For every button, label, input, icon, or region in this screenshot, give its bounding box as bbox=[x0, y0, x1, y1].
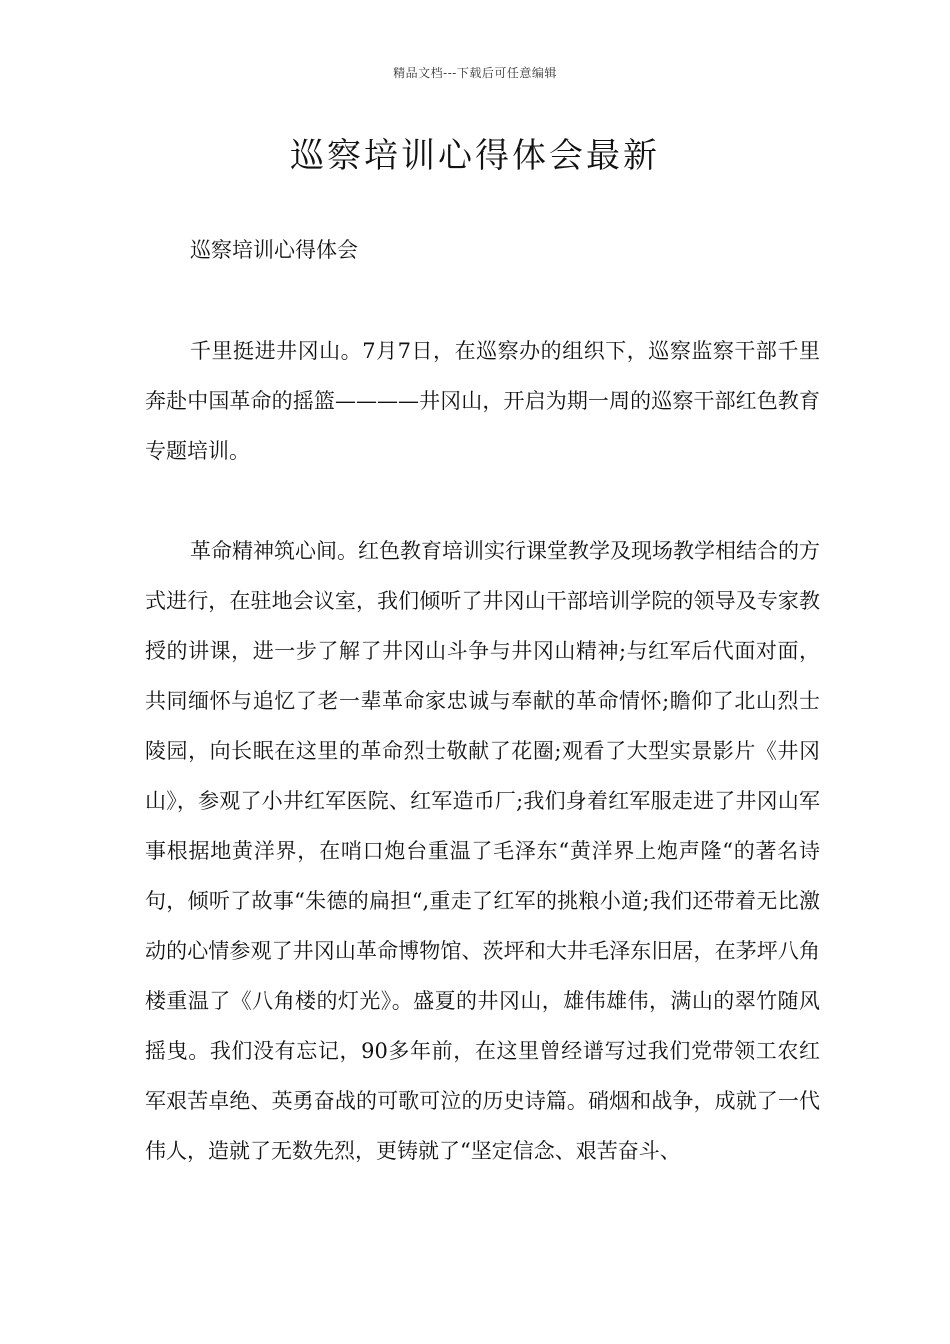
document-subtitle: 巡察培训心得体会 bbox=[190, 238, 358, 262]
header-note: 精品文档---下载后可任意编辑 bbox=[393, 66, 557, 80]
paragraph: 革命精神筑心间。红色教育培训实行课堂教学及现场教学相结合的方式进行，在驻地会议室，我们倾听了井冈山干部培训学院的领导及专家教授的讲课，进一步了解了井冈山斗争与井冈山精神;与红军后代面对面，共同缅怀与追忆了老一辈革命家忠诚与奉献的革命情怀;瞻仰了北山烈士陵园，向长眠在这里的革命烈士敬献了花圈;观看了大型实景影片《井冈山》，参观了小井红军医院、红军造币厂;我们身着红军服走进了井冈山军事根据地黄洋界，在哨口炮台重温了毛泽东“黄洋界上炮声隆“的著名诗句，倾听了故事“朱德的扁担“,重走了红军的挑粮小道;我们还带着无比激动的心情参观了井冈山革命博物馆、茨坪和大井毛泽东旧居，在茅坪八角楼重温了《八角楼的灯光》。盛夏的井冈山，雄伟雄伟，满山的翠竹随风摇曳。我们没有忘记，90多年前，在这里曾经谱写过我们党带领工农红军艰苦卓绝、英勇奋战的可歌可泣的历史诗篇。硝烟和战争，成就了一代伟人，造就了无数先烈，更铸就了“坚定信念、艰苦奋斗、 bbox=[145, 539, 820, 1163]
document-title: 巡察培训心得体会最新 bbox=[290, 136, 660, 176]
paragraph: 千里挺进井冈山。7月7日，在巡察办的组织下，巡察监察干部千里奔赴中国革命的摇篮————井冈山，开启为期一周的巡察干部红色教育专题培训。 bbox=[145, 339, 820, 463]
